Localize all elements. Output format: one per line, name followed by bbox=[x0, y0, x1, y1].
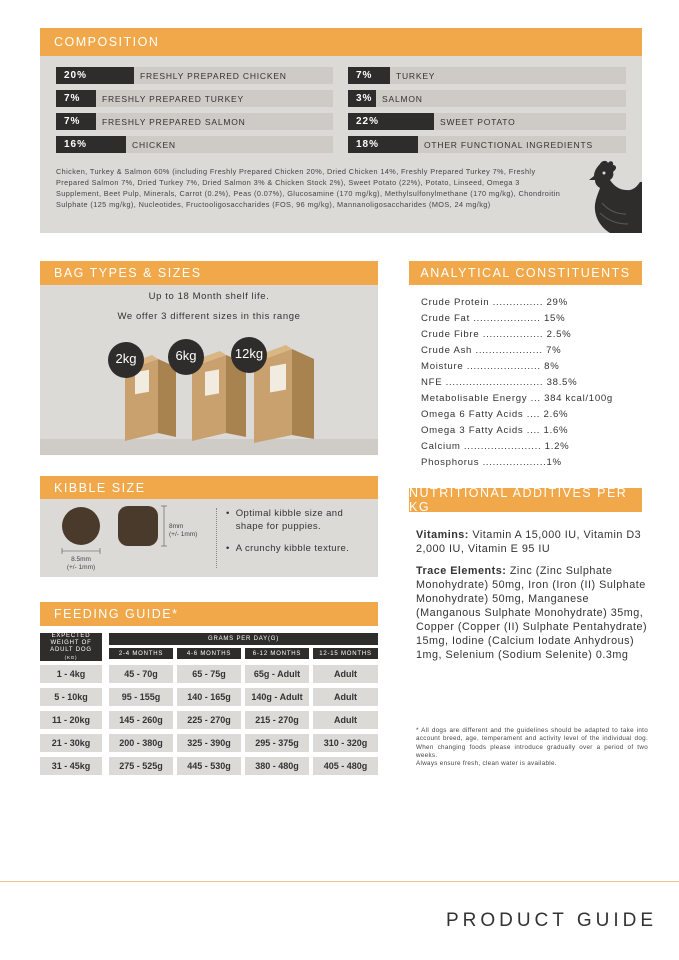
trace-elements-text: Trace Elements: Zinc (Zinc Sulphate Monohydrate) 50mg, Iron (Iron (II) Sulphate Monohydrate) 50mg, Manganese (Manganous Sulphate Monohydrate) 35mg, Copper (Copper (II) Sulphate Pentahydrate) 15mg, Iodine (Calcium Iodate Anhydrous) 1mg, Selenium (Sodium Selenite) 0.3mg bbox=[416, 565, 648, 661]
grams-cell: Adult bbox=[313, 688, 378, 706]
grams-cell: 145 - 260g bbox=[109, 711, 173, 729]
shelf-life-text: Up to 18 Month shelf life. bbox=[148, 291, 270, 302]
grams-cell: 445 - 530g bbox=[177, 757, 241, 775]
composition-pct: 16% bbox=[56, 136, 126, 153]
composition-pct: 7% bbox=[56, 113, 96, 130]
composition-pct: 22% bbox=[348, 113, 434, 130]
composition-name: OTHER FUNCTIONAL INGREDIENTS bbox=[424, 139, 593, 150]
analytical-row: Omega 3 Fatty Acids .... 1.6% bbox=[421, 425, 569, 436]
kibble-width-tol: (+/- 1mm) bbox=[66, 564, 96, 571]
grams-cell: 325 - 390g bbox=[177, 734, 241, 752]
analytical-row: Calcium ....................... 1.2% bbox=[421, 441, 570, 452]
grams-cell: 65 - 75g bbox=[177, 665, 241, 683]
kibble-size-title: KIBBLE SIZE bbox=[40, 476, 378, 499]
footer-divider bbox=[0, 881, 679, 882]
bag-illustration bbox=[40, 329, 378, 455]
grams-per-day-header: GRAMS PER DAY(G) bbox=[109, 633, 378, 645]
composition-item bbox=[56, 67, 333, 84]
composition-name: SALMON bbox=[382, 93, 423, 104]
vitamins-text: Vitamins: Vitamin A 15,000 IU, Vitamin D3 2,000 IU, Vitamin E 95 IU bbox=[416, 529, 642, 555]
grams-cell: 405 - 480g bbox=[313, 757, 378, 775]
sizes-text: We offer 3 different sizes in this range bbox=[117, 311, 301, 322]
kibble-bullet: • A crunchy kibble texture. bbox=[226, 543, 350, 554]
bag-sizes-title: BAG TYPES & SIZES bbox=[40, 261, 378, 285]
weight-cell: 5 - 10kg bbox=[40, 688, 102, 706]
grams-cell: 95 - 155g bbox=[109, 688, 173, 706]
kibble-divider bbox=[216, 508, 217, 568]
weight-column-header: EXPECTED WEIGHT OF ADULT DOG (KG) bbox=[40, 633, 102, 661]
composition-pct: 20% bbox=[56, 67, 134, 84]
kibble-width-label: 8.5mm bbox=[71, 556, 91, 563]
composition-item bbox=[56, 113, 333, 130]
composition-item bbox=[348, 136, 626, 153]
composition-title: COMPOSITION bbox=[40, 28, 642, 56]
kibble-bullet: • Optimal kibble size and shape for puppies. bbox=[226, 508, 344, 532]
kibble-height-label: 8mm bbox=[169, 523, 184, 530]
kibble-side-icon bbox=[118, 506, 158, 546]
age-header: 2-4 MONTHS bbox=[109, 648, 173, 659]
analytical-row: Omega 6 Fatty Acids .... 2.6% bbox=[421, 409, 569, 420]
kibble-round-icon bbox=[62, 507, 100, 545]
age-header: 12-15 MONTHS bbox=[313, 648, 378, 659]
weight-cell: 31 - 45kg bbox=[40, 757, 102, 775]
analytical-row: NFE ............................. 38.5% bbox=[421, 377, 578, 388]
grams-cell: 140 - 165g bbox=[177, 688, 241, 706]
composition-item bbox=[348, 90, 626, 107]
composition-name: FRESHLY PREPARED TURKEY bbox=[102, 93, 244, 104]
analytical-row: Crude Fibre .................. 2.5% bbox=[421, 329, 572, 340]
feeding-guide-title: FEEDING GUIDE* bbox=[40, 602, 378, 626]
feeding-guide-section bbox=[40, 602, 378, 780]
size-label-2kg: 2kg bbox=[115, 351, 137, 366]
composition-name: FRESHLY PREPARED CHICKEN bbox=[140, 70, 287, 81]
composition-pct: 3% bbox=[348, 90, 376, 107]
bag-sizes-section bbox=[40, 261, 378, 455]
chicken-icon bbox=[580, 158, 642, 233]
kibble-bullets bbox=[226, 507, 371, 555]
grams-cell: 200 - 380g bbox=[109, 734, 173, 752]
grams-cell: 380 - 480g bbox=[245, 757, 309, 775]
composition-name: TURKEY bbox=[396, 70, 436, 81]
nutritional-body bbox=[416, 528, 648, 662]
analytical-row: Crude Ash .................... 7% bbox=[421, 345, 562, 356]
composition-pct: 7% bbox=[348, 67, 390, 84]
nutritional-title: NUTRITIONAL ADDITIVES PER KG bbox=[409, 488, 642, 512]
feeding-note: * All dogs are different and the guidelines should be adapted to take into account breed, age, temperament and activity level of the individual dog. When changing foods please introduce gradually over a period of two weeks. Always ensure fresh, clean water is available. bbox=[416, 727, 648, 768]
analytical-row: Crude Fat .................... 15% bbox=[421, 313, 566, 324]
composition-section bbox=[40, 28, 642, 233]
kibble-height-tol: (+/- 1mm) bbox=[169, 531, 198, 538]
footer-title: PRODUCT GUIDE bbox=[445, 910, 657, 931]
grams-cell: 45 - 70g bbox=[109, 665, 173, 683]
analytical-row: Metabolisable Energy ... 384 kcal/100g bbox=[421, 393, 613, 404]
weight-cell: 1 - 4kg bbox=[40, 665, 102, 683]
grams-cell: 295 - 375g bbox=[245, 734, 309, 752]
composition-item bbox=[348, 113, 626, 130]
size-label-6kg: 6kg bbox=[175, 348, 197, 363]
composition-item bbox=[56, 90, 333, 107]
weight-cell: 11 - 20kg bbox=[40, 711, 102, 729]
composition-name: FRESHLY PREPARED SALMON bbox=[102, 116, 246, 127]
size-label-12kg: 12kg bbox=[234, 346, 264, 361]
composition-name: CHICKEN bbox=[132, 139, 176, 150]
weight-cell: 21 - 30kg bbox=[40, 734, 102, 752]
analytical-list bbox=[421, 295, 646, 471]
grams-cell: Adult bbox=[313, 711, 378, 729]
composition-name: SWEET POTATO bbox=[440, 116, 516, 127]
composition-pct: 18% bbox=[348, 136, 418, 153]
analytical-row: Moisture ...................... 8% bbox=[421, 361, 560, 372]
composition-item bbox=[348, 67, 626, 84]
composition-item bbox=[56, 136, 333, 153]
composition-pct: 7% bbox=[56, 90, 96, 107]
composition-description: Chicken, Turkey & Salmon 60% (including Freshly Prepared Chicken 20%, Dried Chicken 14%, Freshly Prepared Turkey 7%, Freshly Prepared Salmon 7%, Dried Turkey 7%, Dried Salmon 3% & Chicken Stock 2%), Sweet Potato (22%), Potato, Linseed, Omega 3 Supplement, Beet Pulp, Minerals, Carrot (0.2%), Peas (0.07%), Glucosamine (170 mg/kg), Methylsulfonylmethane (170 mg/kg), Chondroitin Sulphate (125 mg/kg), Nucleotides, Fructooligosaccharides (FOS, 96 mg/kg), Mannanoligosaccharides (MOS, 24 mg/kg) bbox=[56, 167, 561, 209]
grams-cell: 140g - Adult bbox=[245, 688, 309, 706]
grams-cell: Adult bbox=[313, 665, 378, 683]
grams-cell: 225 - 270g bbox=[177, 711, 241, 729]
grams-cell: 310 - 320g bbox=[313, 734, 378, 752]
kibble-size-section bbox=[40, 476, 378, 577]
grams-cell: 65g - Adult bbox=[245, 665, 309, 683]
analytical-row: Phosphorus ...................1% bbox=[421, 457, 562, 468]
grams-cell: 215 - 270g bbox=[245, 711, 309, 729]
age-header: 4-6 MONTHS bbox=[177, 648, 241, 659]
analytical-row: Crude Protein ............... 29% bbox=[421, 297, 568, 308]
grams-cell: 275 - 525g bbox=[109, 757, 173, 775]
analytical-title: ANALYTICAL CONSTITUENTS bbox=[409, 261, 642, 285]
age-header: 6-12 MONTHS bbox=[245, 648, 309, 659]
